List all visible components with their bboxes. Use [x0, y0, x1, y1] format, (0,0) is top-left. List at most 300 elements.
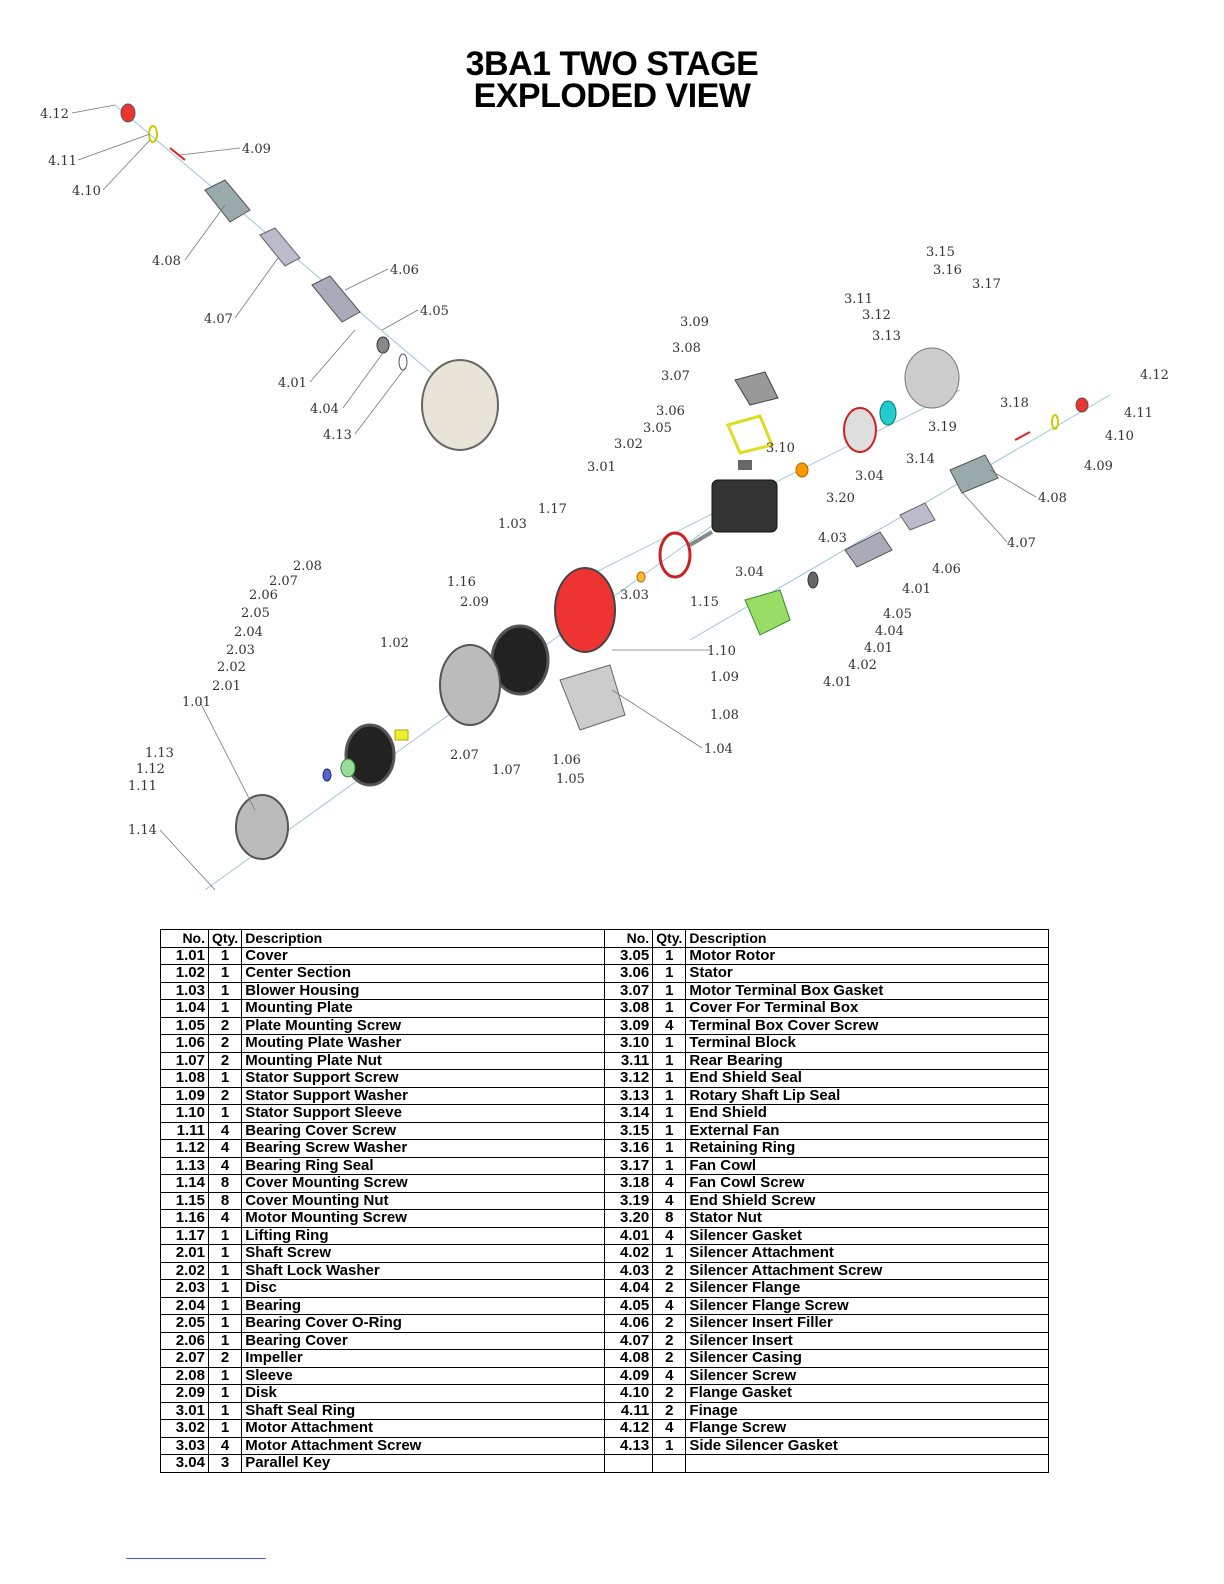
cell-qty: 1 — [209, 1070, 242, 1088]
table-header-row — [161, 930, 1049, 948]
cell-desc: Disk — [242, 1385, 605, 1403]
cell-no: 1.04 — [161, 1000, 209, 1018]
cell-qty: 1 — [653, 1052, 686, 1070]
callout-label: 3.20 — [826, 491, 855, 506]
cell-qty: 4 — [653, 1367, 686, 1385]
cell-qty: 1 — [209, 1262, 242, 1280]
cell-desc: Cover — [242, 947, 605, 965]
cell-no: 1.06 — [161, 1035, 209, 1053]
table-row — [161, 1017, 1049, 1035]
cell-qty: 1 — [653, 982, 686, 1000]
cell-desc: Side Silencer Gasket — [686, 1437, 1049, 1455]
cell-no: 3.11 — [605, 1052, 653, 1070]
cell-no: 1.03 — [161, 982, 209, 1000]
cell-qty: 1 — [209, 1332, 242, 1350]
cell-qty: 1 — [209, 1280, 242, 1298]
callout-label: 3.10 — [766, 441, 795, 456]
cell-no: 3.06 — [605, 965, 653, 983]
callout-label: 3.13 — [872, 329, 901, 344]
sleeve — [395, 730, 408, 740]
leader-line — [185, 205, 225, 260]
terminal-box-cover — [735, 372, 778, 405]
cover — [236, 795, 288, 859]
callout-label: 3.19 — [928, 420, 957, 435]
cell-no: 3.07 — [605, 982, 653, 1000]
cell-qty: 1 — [653, 1000, 686, 1018]
cell-desc: End Shield Screw — [686, 1192, 1049, 1210]
cell-qty: 4 — [653, 1420, 686, 1438]
cell-qty: 1 — [653, 1122, 686, 1140]
leader-line — [343, 350, 385, 408]
cell-no: 4.04 — [605, 1280, 653, 1298]
cell-no: 1.01 — [161, 947, 209, 965]
blower-housing — [555, 568, 615, 652]
cell-qty: 1 — [209, 982, 242, 1000]
table-row — [161, 1087, 1049, 1105]
callout-label: 3.18 — [1000, 396, 1029, 411]
col-header-no: No. — [605, 930, 653, 948]
table-row — [161, 947, 1049, 965]
cell-desc: Silencer Screw — [686, 1367, 1049, 1385]
cell-qty: 1 — [209, 1105, 242, 1123]
cell-no: 1.15 — [161, 1192, 209, 1210]
callout-label: 1.07 — [492, 763, 521, 778]
col-header-qty: Qty. — [209, 930, 242, 948]
cell-desc: Impeller — [242, 1350, 605, 1368]
callout-label: 2.07 — [450, 748, 479, 763]
cell-qty: 1 — [209, 1000, 242, 1018]
table-row — [161, 1245, 1049, 1263]
silencer-casing-right — [950, 455, 998, 493]
callout-label: 2.02 — [217, 660, 246, 675]
callout-label: 1.06 — [552, 753, 581, 768]
leader-line — [612, 690, 702, 748]
callout-label: 4.06 — [390, 263, 419, 278]
leader-line — [345, 269, 388, 290]
cell-qty: 1 — [209, 1420, 242, 1438]
table-row — [161, 1437, 1049, 1455]
cell-no: 4.10 — [605, 1385, 653, 1403]
shaft-seal-ring — [637, 572, 645, 582]
silencer-insert-filler — [312, 276, 360, 322]
callout-label: 3.04 — [855, 469, 884, 484]
cell-no: 1.02 — [161, 965, 209, 983]
callout-label: 3.01 — [587, 460, 616, 475]
callout-label: 1.08 — [710, 708, 739, 723]
cell-qty — [653, 1455, 686, 1473]
col-header-description: Description — [686, 930, 1049, 948]
flange-red — [121, 104, 135, 122]
cell-no: 3.12 — [605, 1070, 653, 1088]
callout-label: 2.07 — [269, 574, 298, 589]
rear-bearing — [796, 463, 808, 477]
cell-no: 2.03 — [161, 1280, 209, 1298]
callout-label: 2.03 — [226, 643, 255, 658]
cell-desc: Bearing Screw Washer — [242, 1140, 605, 1158]
leader-line — [103, 140, 150, 190]
table-row — [161, 1455, 1049, 1473]
cell-no: 3.16 — [605, 1140, 653, 1158]
cell-qty: 1 — [209, 1402, 242, 1420]
terminal-block — [738, 460, 752, 470]
callout-label: 2.05 — [241, 606, 270, 621]
table-row — [161, 1350, 1049, 1368]
footer-link-line — [126, 1558, 266, 1559]
cell-no: 1.10 — [161, 1105, 209, 1123]
silencer-flange — [377, 337, 389, 353]
cell-desc: Shaft Seal Ring — [242, 1402, 605, 1420]
cell-no: 4.08 — [605, 1350, 653, 1368]
callout-label: 4.01 — [278, 376, 307, 391]
callout-label: 4.04 — [875, 624, 904, 639]
cell-desc: Silencer Flange Screw — [686, 1297, 1049, 1315]
cell-qty: 1 — [209, 965, 242, 983]
table-row — [161, 1420, 1049, 1438]
cell-desc: Fan Cowl — [686, 1157, 1049, 1175]
cell-desc: Cover Mounting Screw — [242, 1175, 605, 1193]
cell-qty: 2 — [653, 1402, 686, 1420]
cell-desc: Fan Cowl Screw — [686, 1175, 1049, 1193]
cell-desc: Silencer Casing — [686, 1350, 1049, 1368]
table-row — [161, 1210, 1049, 1228]
cell-qty: 2 — [209, 1052, 242, 1070]
cell-no: 1.14 — [161, 1175, 209, 1193]
cell-qty: 1 — [209, 1367, 242, 1385]
cell-qty: 1 — [653, 1437, 686, 1455]
cell-desc: Flange Screw — [686, 1420, 1049, 1438]
cell-qty: 1 — [653, 1087, 686, 1105]
callout-label: 1.16 — [447, 575, 476, 590]
cell-qty: 4 — [653, 1227, 686, 1245]
cell-no: 3.19 — [605, 1192, 653, 1210]
cell-no: 4.01 — [605, 1227, 653, 1245]
callout-label: 4.09 — [1084, 459, 1113, 474]
leader-line — [72, 105, 115, 113]
cell-no: 1.12 — [161, 1140, 209, 1158]
callout-label: 4.06 — [932, 562, 961, 577]
table-row — [161, 1105, 1049, 1123]
cell-qty: 1 — [653, 1157, 686, 1175]
cell-qty: 3 — [209, 1455, 242, 1473]
table-row — [161, 1192, 1049, 1210]
callout-label: 2.09 — [460, 595, 489, 610]
cell-no: 4.06 — [605, 1315, 653, 1333]
cell-no: 2.07 — [161, 1350, 209, 1368]
cell-no: 4.05 — [605, 1297, 653, 1315]
callout-label: 4.08 — [152, 254, 181, 269]
cell-desc: Silencer Insert Filler — [686, 1315, 1049, 1333]
external-fan — [880, 401, 896, 425]
cell-qty: 2 — [653, 1315, 686, 1333]
callout-text-group — [40, 107, 1169, 838]
callout-label: 4.01 — [902, 582, 931, 597]
cell-qty: 8 — [209, 1192, 242, 1210]
cell-desc: Motor Rotor — [686, 947, 1049, 965]
callout-label: 2.06 — [249, 588, 278, 603]
cell-desc: Shaft Lock Washer — [242, 1262, 605, 1280]
cell-desc: Mouting Plate Washer — [242, 1035, 605, 1053]
cell-desc: Mounting Plate Nut — [242, 1052, 605, 1070]
cell-desc: Bearing Cover — [242, 1332, 605, 1350]
cell-desc — [686, 1455, 1049, 1473]
cell-qty: 2 — [653, 1262, 686, 1280]
callout-label: 3.16 — [933, 263, 962, 278]
leader-line — [960, 490, 1007, 542]
cell-qty: 2 — [209, 1350, 242, 1368]
cell-no: 2.05 — [161, 1315, 209, 1333]
table-row — [161, 1035, 1049, 1053]
callout-label: 4.11 — [1124, 406, 1153, 421]
cell-qty: 2 — [653, 1350, 686, 1368]
cell-qty: 1 — [209, 1385, 242, 1403]
callout-label: 2.01 — [212, 679, 241, 694]
cell-qty: 4 — [653, 1192, 686, 1210]
cell-desc: Mounting Plate — [242, 1000, 605, 1018]
table-row — [161, 1280, 1049, 1298]
callout-label: 4.12 — [40, 107, 69, 122]
cell-desc: Stator Support Washer — [242, 1087, 605, 1105]
cell-qty: 8 — [209, 1175, 242, 1193]
cell-desc: Motor Attachment — [242, 1420, 605, 1438]
cell-no: 3.05 — [605, 947, 653, 965]
callout-label: 1.14 — [128, 823, 157, 838]
cell-qty: 1 — [653, 1105, 686, 1123]
cell-no: 3.08 — [605, 1000, 653, 1018]
cell-desc: Bearing Ring Seal — [242, 1157, 605, 1175]
cell-no: 1.13 — [161, 1157, 209, 1175]
cell-desc: Silencer Insert — [686, 1332, 1049, 1350]
cell-desc: Cover Mounting Nut — [242, 1192, 605, 1210]
cell-no: 2.06 — [161, 1332, 209, 1350]
right-silencer-assembly — [745, 398, 1088, 635]
cell-no: 1.09 — [161, 1087, 209, 1105]
callout-label: 4.05 — [420, 304, 449, 319]
cell-desc: Stator — [686, 965, 1049, 983]
table-row — [161, 1157, 1049, 1175]
left-silencer-assembly — [121, 104, 498, 450]
cell-no: 3.13 — [605, 1087, 653, 1105]
mounting-plate — [560, 665, 625, 730]
silencer-attachment — [745, 590, 790, 635]
cell-no: 3.03 — [161, 1437, 209, 1455]
cell-qty: 2 — [209, 1035, 242, 1053]
table-row — [161, 1070, 1049, 1088]
page-title-line1: 3BA1 TWO STAGE — [465, 45, 759, 83]
cell-no — [605, 1455, 653, 1473]
callout-label: 3.02 — [614, 437, 643, 452]
cell-no: 3.17 — [605, 1157, 653, 1175]
cell-desc: Parallel Key — [242, 1455, 605, 1473]
cell-qty: 1 — [209, 1315, 242, 1333]
cell-desc: Silencer Flange — [686, 1280, 1049, 1298]
callout-label: 1.17 — [538, 502, 567, 517]
table-row — [161, 1297, 1049, 1315]
table-row — [161, 1402, 1049, 1420]
cell-no: 1.17 — [161, 1227, 209, 1245]
bearing — [323, 769, 331, 781]
cell-no: 3.04 — [161, 1455, 209, 1473]
callout-label: 4.08 — [1038, 491, 1067, 506]
cell-no: 4.13 — [605, 1437, 653, 1455]
cell-qty: 1 — [653, 947, 686, 965]
cell-no: 1.08 — [161, 1070, 209, 1088]
cell-no: 1.16 — [161, 1210, 209, 1228]
leader-line — [235, 258, 278, 318]
cell-qty: 4 — [209, 1210, 242, 1228]
leader-line — [78, 134, 150, 160]
cell-qty: 2 — [209, 1087, 242, 1105]
table-row — [161, 982, 1049, 1000]
callout-label: 3.07 — [661, 369, 690, 384]
callout-label: 3.12 — [862, 308, 891, 323]
cell-qty: 4 — [653, 1297, 686, 1315]
cell-no: 4.11 — [605, 1402, 653, 1420]
callout-label: 1.03 — [498, 517, 527, 532]
cell-no: 4.12 — [605, 1420, 653, 1438]
cell-desc: Rear Bearing — [686, 1052, 1049, 1070]
silencer-flange-right — [808, 572, 818, 588]
callout-labels — [72, 105, 1036, 890]
cell-desc: Cover For Terminal Box — [686, 1000, 1049, 1018]
page-title-line2: EXPLODED VIEW — [473, 77, 751, 115]
callout-label: 4.09 — [242, 142, 271, 157]
cell-qty: 1 — [653, 1140, 686, 1158]
cell-qty: 2 — [653, 1332, 686, 1350]
cell-no: 3.10 — [605, 1035, 653, 1053]
cell-desc: Stator Support Sleeve — [242, 1105, 605, 1123]
stator — [712, 480, 777, 532]
impeller-left — [346, 725, 394, 785]
cell-qty: 1 — [653, 1245, 686, 1263]
callout-label: 1.12 — [136, 762, 165, 777]
callout-label: 1.09 — [710, 670, 739, 685]
silencer-casing — [205, 180, 250, 222]
cell-desc: Motor Attachment Screw — [242, 1437, 605, 1455]
cell-no: 3.20 — [605, 1210, 653, 1228]
cell-desc: External Fan — [686, 1122, 1049, 1140]
callout-label: 1.11 — [128, 779, 157, 794]
cell-desc: Lifting Ring — [242, 1227, 605, 1245]
table-row — [161, 1332, 1049, 1350]
cell-no: 4.02 — [605, 1245, 653, 1263]
cell-desc: Motor Mounting Screw — [242, 1210, 605, 1228]
cell-qty: 1 — [209, 1227, 242, 1245]
cell-desc: Finage — [686, 1402, 1049, 1420]
callout-label: 3.04 — [735, 565, 764, 580]
end-shield — [844, 408, 876, 452]
leader-line — [355, 368, 405, 434]
callout-label: 4.07 — [1007, 536, 1036, 551]
table-row — [161, 1175, 1049, 1193]
callout-label: 1.13 — [145, 746, 174, 761]
callout-label: 3.06 — [656, 404, 685, 419]
cell-qty: 4 — [209, 1157, 242, 1175]
cell-desc: Silencer Attachment — [686, 1245, 1049, 1263]
cell-desc: Terminal Block — [686, 1035, 1049, 1053]
cell-no: 2.08 — [161, 1367, 209, 1385]
leader-line — [160, 830, 215, 890]
cell-qty: 1 — [653, 1070, 686, 1088]
table-row — [161, 1385, 1049, 1403]
cell-desc: Stator Support Screw — [242, 1070, 605, 1088]
cell-desc: Blower Housing — [242, 982, 605, 1000]
cell-qty: 8 — [653, 1210, 686, 1228]
leader-line — [310, 330, 355, 382]
cell-no: 3.15 — [605, 1122, 653, 1140]
cell-no: 3.18 — [605, 1175, 653, 1193]
cell-desc: Disc — [242, 1280, 605, 1298]
cell-desc: Shaft Screw — [242, 1245, 605, 1263]
parts-table-body — [161, 947, 1049, 1472]
motor-attachment — [660, 533, 690, 577]
cell-desc: Bearing Cover O-Ring — [242, 1315, 605, 1333]
cell-no: 1.11 — [161, 1122, 209, 1140]
cell-no: 3.01 — [161, 1402, 209, 1420]
cell-qty: 4 — [653, 1175, 686, 1193]
table-row — [161, 1052, 1049, 1070]
cell-no: 3.09 — [605, 1017, 653, 1035]
cell-desc: Sleeve — [242, 1367, 605, 1385]
cell-desc: Flange Gasket — [686, 1385, 1049, 1403]
callout-label: 4.10 — [72, 184, 101, 199]
callout-label: 3.09 — [680, 315, 709, 330]
callout-label: 4.05 — [883, 607, 912, 622]
callout-label: 3.08 — [672, 341, 701, 356]
table-row — [161, 1315, 1049, 1333]
cell-desc: Motor Terminal Box Gasket — [686, 982, 1049, 1000]
callout-label: 3.15 — [926, 245, 955, 260]
callout-label: 4.03 — [818, 531, 847, 546]
callout-label: 4.02 — [848, 658, 877, 673]
cell-qty: 1 — [209, 947, 242, 965]
callout-label: 4.01 — [864, 641, 893, 656]
table-row — [161, 1227, 1049, 1245]
callout-label: 1.04 — [704, 742, 733, 757]
callout-label: 4.12 — [1140, 368, 1169, 383]
table-row — [161, 1140, 1049, 1158]
cell-no: 2.09 — [161, 1385, 209, 1403]
cell-no: 2.02 — [161, 1262, 209, 1280]
cell-qty: 4 — [209, 1437, 242, 1455]
col-header-qty: Qty. — [653, 930, 686, 948]
cell-qty: 1 — [653, 1035, 686, 1053]
cell-desc: Terminal Box Cover Screw — [686, 1017, 1049, 1035]
flange-gasket-yellow — [149, 126, 157, 142]
callout-label: 2.08 — [293, 559, 322, 574]
fan-cowl — [905, 348, 959, 408]
leader-line — [382, 310, 418, 330]
cell-desc: Stator Nut — [686, 1210, 1049, 1228]
silencer-screw-right — [1015, 432, 1030, 440]
callout-label: 4.13 — [323, 428, 352, 443]
callout-label: 1.02 — [380, 636, 409, 651]
table-row — [161, 1262, 1049, 1280]
silencer-insert-right — [900, 503, 935, 530]
cell-desc: Bearing Cover Screw — [242, 1122, 605, 1140]
callout-label: 1.15 — [690, 595, 719, 610]
cell-desc: Bearing — [242, 1297, 605, 1315]
cell-desc: Silencer Attachment Screw — [686, 1262, 1049, 1280]
table-row — [161, 1122, 1049, 1140]
cell-qty: 2 — [653, 1280, 686, 1298]
cell-desc: Center Section — [242, 965, 605, 983]
cell-no: 4.03 — [605, 1262, 653, 1280]
callout-label: 4.04 — [310, 402, 339, 417]
cell-desc: End Shield — [686, 1105, 1049, 1123]
cell-no: 2.01 — [161, 1245, 209, 1263]
center-section — [440, 645, 500, 725]
callout-label: 4.11 — [48, 154, 77, 169]
